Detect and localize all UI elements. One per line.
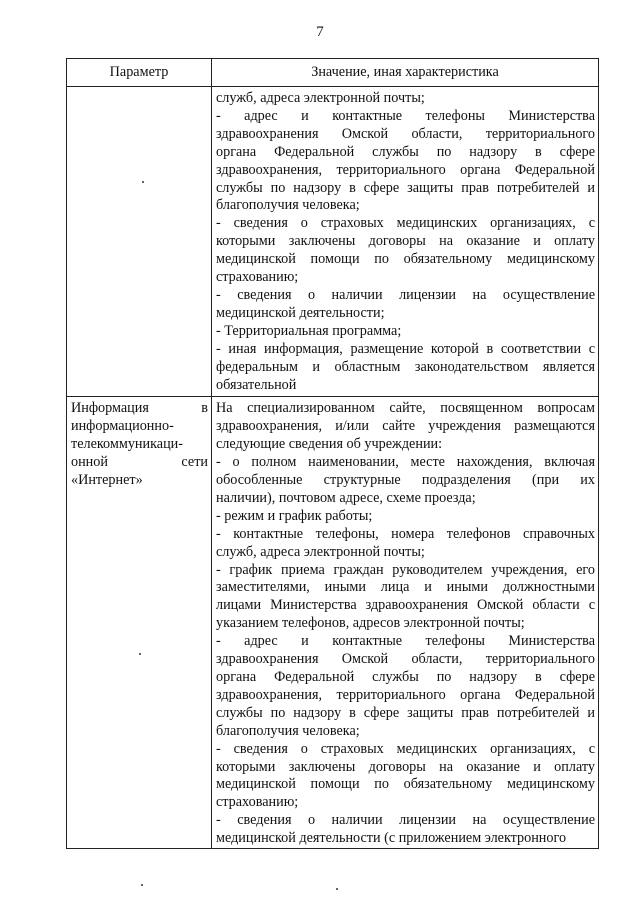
value-text-line: - сведения о страховых медицинских организациях, с <box>216 740 595 757</box>
value-cell <box>212 87 599 397</box>
value-text-line: благополучия человека; <box>216 722 360 739</box>
value-text-line: органа Федеральной службы по надзору в сфере <box>216 669 595 685</box>
parameter-cell <box>67 87 212 397</box>
header-value: Значение, иная характеристика <box>212 59 599 87</box>
value-text-line: здравоохранения Омской области, территориального <box>216 125 595 142</box>
table-row <box>67 397 599 849</box>
value-text-line: здравоохранения, территориального органа Федеральной <box>216 161 595 178</box>
table-header-row <box>67 59 599 87</box>
parameter-cell <box>67 397 212 849</box>
value-text-line: медицинской помощи по обязательному медицинскому <box>216 776 595 793</box>
value-text-line: - режим и график работы; <box>216 507 373 524</box>
value-text-line: следующие сведения об учреждении: <box>216 436 443 453</box>
value-text-line: федеральным и областным законодательством является <box>216 358 595 375</box>
value-text-line: медицинской деятельности; <box>216 304 385 321</box>
value-text-line: На специализированном сайте, посвященном вопросам <box>216 400 595 417</box>
value-text-line: обособленные структурные подразделения (при их <box>216 472 595 489</box>
value-text-line: здравоохранения Омской области, территориального <box>216 651 595 668</box>
header-parameter: Параметр <box>67 59 212 87</box>
value-text-line: служб, адреса электронной почты; <box>216 90 425 106</box>
value-text-line: заместителями, иными лица и иными должностными <box>216 579 595 596</box>
value-text-line: лицами Министерства здравоохранения Омской области с <box>216 597 595 614</box>
value-text-line: страхованию; <box>216 794 299 811</box>
value-text-line: - адрес и контактные телефоны Министерства <box>216 633 595 650</box>
value-text-line: - Территориальная программа; <box>216 322 402 339</box>
value-text-line: указанием телефонов, адресов электронной почты; <box>216 615 525 632</box>
table-row <box>67 87 599 397</box>
value-text-line: - сведения о наличии лицензии на осуществление <box>216 812 595 829</box>
value-text-line: - график приема граждан руководителем учреждения, его <box>216 561 595 578</box>
value-cell <box>212 397 599 849</box>
scan-speck <box>336 888 338 890</box>
value-text-line: здравоохранения, территориального органа Федеральной <box>216 686 595 703</box>
value-text-line: благополучия человека; <box>216 197 360 214</box>
scan-speck <box>142 181 144 183</box>
parameter-text-line: «Интернет» <box>71 472 143 489</box>
value-text-line: - контактные телефоны, номера телефонов справочных <box>216 525 595 542</box>
value-text-line: которыми заключены договоры на оказание и оплату <box>216 233 595 250</box>
parameter-text-line: телекоммуникаци- <box>71 436 183 453</box>
scan-speck <box>141 884 143 886</box>
value-text-line: наличии), почтовом адресе, схеме проезда; <box>216 489 476 506</box>
parameter-text-line: онной сети <box>71 454 208 471</box>
value-text-line: органа Федеральной службы по надзору в сфере <box>216 143 595 160</box>
parameter-text-line: информационно- <box>71 418 174 435</box>
value-text-line: обязательной <box>216 376 297 393</box>
value-text-line: страхованию; <box>216 269 299 286</box>
value-text-line: - сведения о страховых медицинских организациях, с <box>216 215 595 232</box>
value-text-line: медицинской деятельности (с приложением электронного <box>216 830 567 847</box>
value-text-line: - сведения о наличии лицензии на осуществление <box>216 286 595 303</box>
value-text-line: медицинской помощи по обязательному медицинскому <box>216 251 595 268</box>
value-text-line: - адрес и контактные телефоны Министерства <box>216 107 595 124</box>
scan-speck <box>139 653 141 655</box>
value-text-line: - иная информация, размещение которой в соответствии с <box>216 340 595 357</box>
value-text-line: которыми заключены договоры на оказание и оплату <box>216 758 595 775</box>
parameter-text-line: Информация в <box>71 400 208 417</box>
value-text-line: здравоохранения, и/или сайте учреждения размещаются <box>216 418 595 435</box>
value-text-line: - о полном наименовании, месте нахождения, включая <box>216 454 595 471</box>
value-text-line: служб, адреса электронной почты; <box>216 543 425 560</box>
parameters-table <box>66 58 599 849</box>
value-text-line: службы по надзору в сфере защиты прав потребителей и <box>216 179 595 196</box>
page-number: 7 <box>316 24 324 40</box>
value-text-line: службы по надзору в сфере защиты прав потребителей и <box>216 704 595 721</box>
